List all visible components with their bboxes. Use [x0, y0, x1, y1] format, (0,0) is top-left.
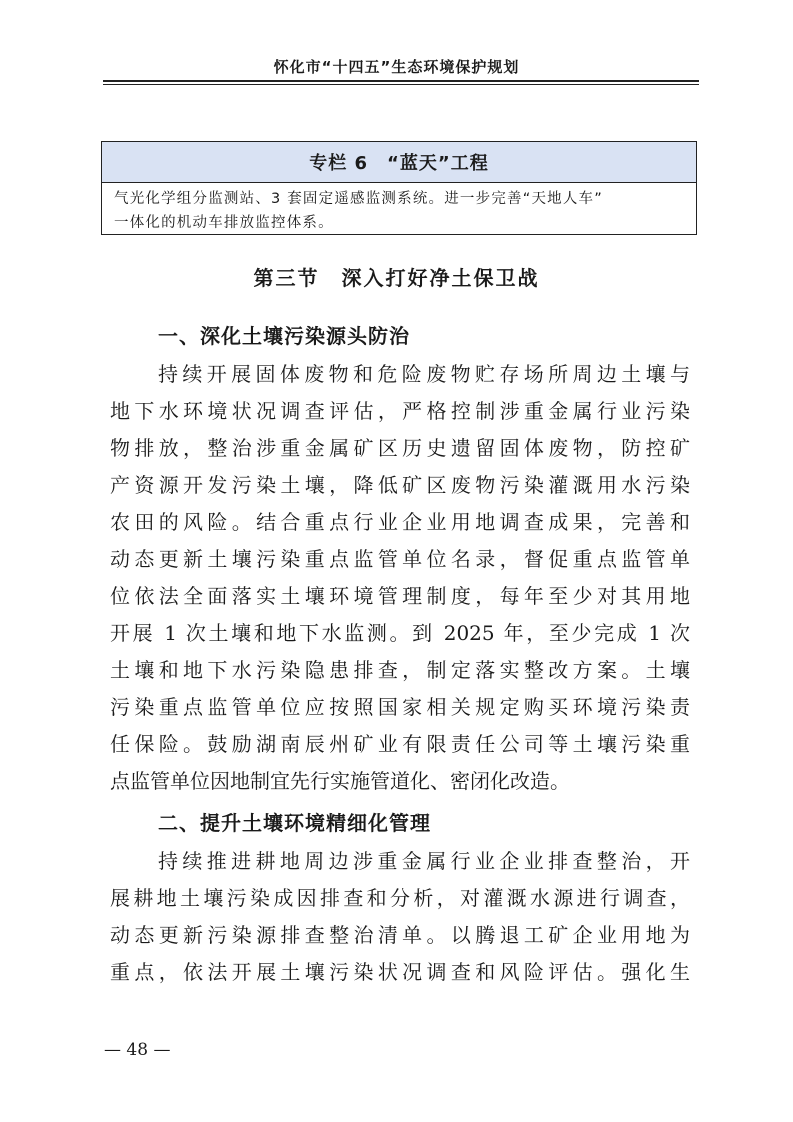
paragraph-line: 重点，依法开展土壤污染状况调查和风险评估。强化生 [110, 960, 690, 984]
subsection-heading-2: 二、提升土壤环境精细化管理 [158, 811, 431, 835]
paragraph-line: 任保险。鼓励湖南辰州矿业有限责任公司等土壤污染重 [110, 732, 690, 756]
paragraph-line: 产资源开发污染土壤，降低矿区废物污染灌溉用水污染 [110, 473, 690, 497]
paragraph-1 [110, 356, 690, 800]
column-box-line: 一体化的机动车排放监控体系。 [114, 215, 334, 231]
column-box [101, 141, 697, 235]
paragraph-line: 动态更新污染源排查整治清单。以腾退工矿企业用地为 [110, 923, 690, 947]
column-box-title: 专栏 6 “蓝天”工程 [102, 142, 696, 183]
paragraph-2 [110, 843, 690, 991]
paragraph-line: 土壤和地下水污染隐患排查，制定落实整改方案。土壤 [110, 658, 690, 682]
paragraph-line: 开展 1 次土壤和地下水监测。到 2025 年，至少完成 1 次 [110, 621, 690, 645]
column-box-line: 气光化学组分监测站、3 套固定遥感监测系统。进一步完善“天地人车” [114, 191, 603, 207]
page-number: — 48 — [104, 1040, 171, 1060]
paragraph-line: 持续开展固体废物和危险废物贮存场所周边土壤与 [158, 362, 690, 386]
paragraph-line: 农田的风险。结合重点行业企业用地调查成果，完善和 [110, 510, 690, 534]
paragraph-line: 点监管单位因地制宜先行实施管道化、密闭化改造。 [110, 769, 570, 793]
paragraph-line: 动态更新土壤污染重点监管单位名录，督促重点监管单 [110, 547, 690, 571]
paragraph-line: 位依法全面落实土壤环境管理制度，每年至少对其用地 [110, 584, 690, 608]
subsection-heading-1: 一、深化土壤污染源头防治 [158, 324, 410, 348]
header-rule-thick [103, 80, 699, 82]
paragraph-line: 展耕地土壤污染成因排查和分析，对灌溉水源进行调查， [110, 886, 690, 910]
section-heading: 第三节 深入打好净土保卫战 [253, 266, 540, 290]
header-rule-thin [103, 84, 699, 85]
paragraph-line: 持续推进耕地周边涉重金属行业企业排查整治，开 [158, 849, 690, 873]
running-header: 怀化市“十四五”生态环境保护规划 [273, 58, 520, 76]
paragraph-line: 污染重点监管单位应按照国家相关规定购买环境污染责 [110, 695, 690, 719]
paragraph-line: 地下水环境状况调查评估，严格控制涉重金属行业污染 [110, 399, 690, 423]
column-box-body [102, 183, 696, 235]
paragraph-line: 物排放，整治涉重金属矿区历史遗留固体废物，防控矿 [110, 436, 690, 460]
